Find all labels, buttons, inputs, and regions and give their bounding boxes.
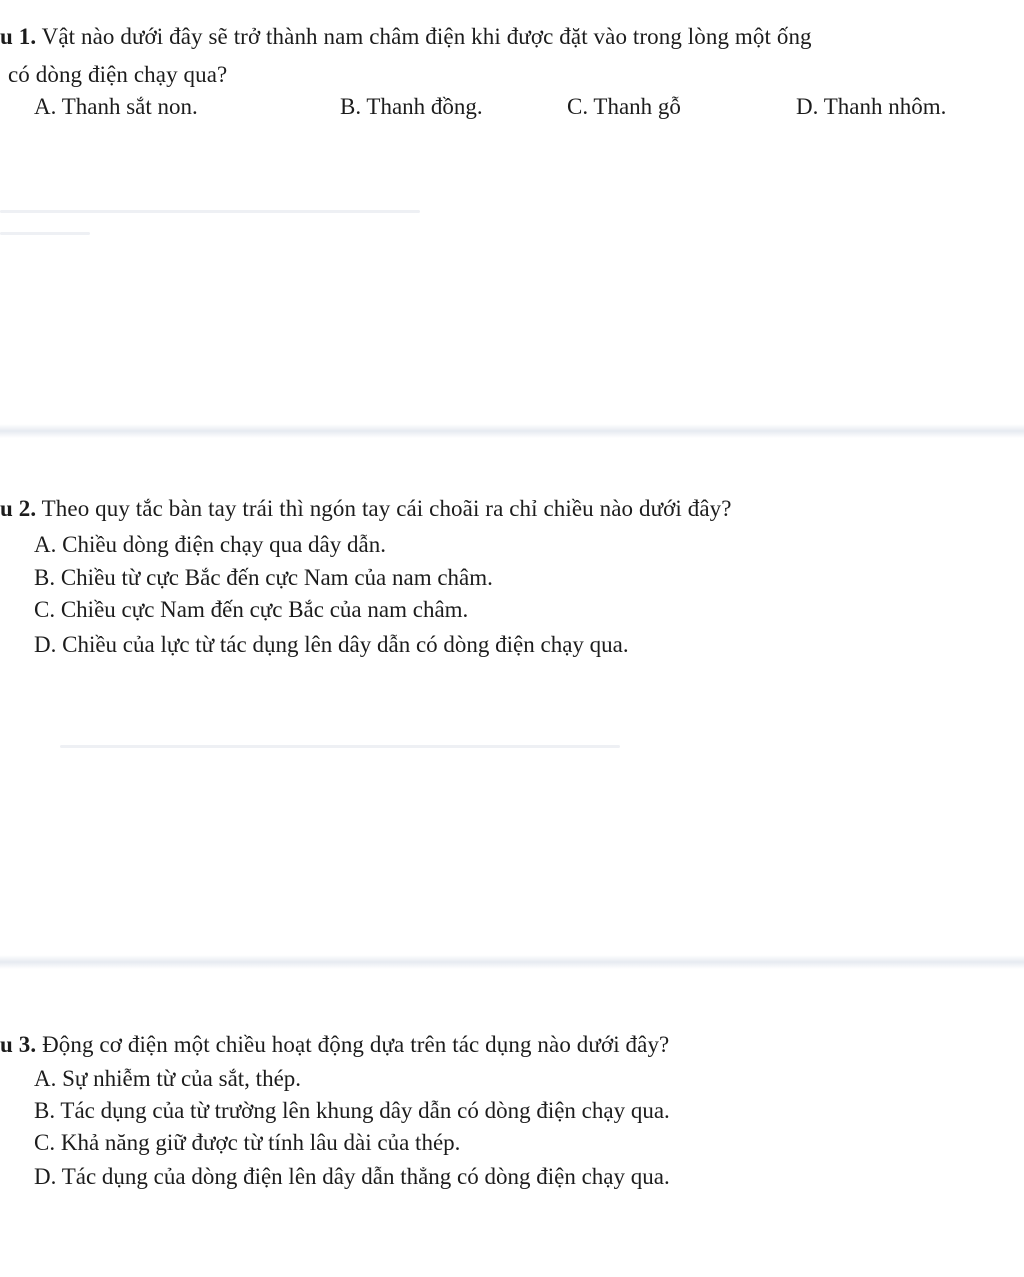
question-2-option-d[interactable]: D. Chiều của lực từ tác dụng lên dây dẫn có dòng điện chạy qua. — [34, 632, 629, 657]
scan-artifact — [0, 232, 90, 235]
question-3-option-d[interactable]: D. Tác dụng của dòng điện lên dây dẫn thẳng có dòng điện chạy qua. — [34, 1164, 670, 1189]
question-3-option-a[interactable]: A. Sự nhiễm từ của sắt, thép. — [34, 1066, 302, 1091]
question-1-option-b[interactable]: B. Thanh đồng. — [340, 94, 483, 119]
scan-artifact — [60, 745, 620, 748]
question-2-stem-line-1 — [0, 494, 732, 524]
scan-artifact — [0, 210, 420, 213]
question-1-stem-line-1 — [0, 22, 812, 52]
question-1-option-c[interactable]: C. Thanh gỗ — [567, 94, 681, 119]
question-3-option-b[interactable]: B. Tác dụng của từ trường lên khung dây dẫn có dòng điện chạy qua. — [34, 1098, 670, 1123]
question-1-stem-line-2: có dòng điện chạy qua? — [8, 62, 228, 87]
question-2-option-a[interactable]: A. Chiều dòng điện chạy qua dây dẫn. — [34, 532, 386, 557]
question-2-stem-text: Theo quy tắc bàn tay trái thì ngón tay cái choãi ra chỉ chiều nào dưới đây? — [41, 496, 732, 521]
question-1-number: u 1. — [0, 24, 37, 49]
question-3-stem-line-1 — [0, 1030, 669, 1060]
question-1-stem-text: Vật nào dưới đây sẽ trở thành nam châm điện khi được đặt vào trong lòng một ống — [41, 24, 812, 49]
question-1-option-d[interactable]: D. Thanh nhôm. — [796, 94, 947, 119]
question-3-stem-text: Động cơ điện một chiều hoạt động dựa trên tác dụng nào dưới đây? — [42, 1032, 670, 1057]
question-2-number: u 2. — [0, 496, 37, 521]
question-3-number: u 3. — [0, 1032, 37, 1057]
question-3-option-c[interactable]: C. Khả năng giữ được từ tính lâu dài của thép. — [34, 1130, 461, 1155]
question-2-option-c[interactable]: C. Chiều cực Nam đến cực Bắc của nam châm. — [34, 597, 469, 622]
question-1-option-a[interactable]: A. Thanh sắt non. — [34, 94, 198, 119]
section-divider — [0, 955, 1024, 969]
question-2-option-b[interactable]: B. Chiều từ cực Bắc đến cực Nam của nam châm. — [34, 565, 493, 590]
section-divider — [0, 424, 1024, 438]
